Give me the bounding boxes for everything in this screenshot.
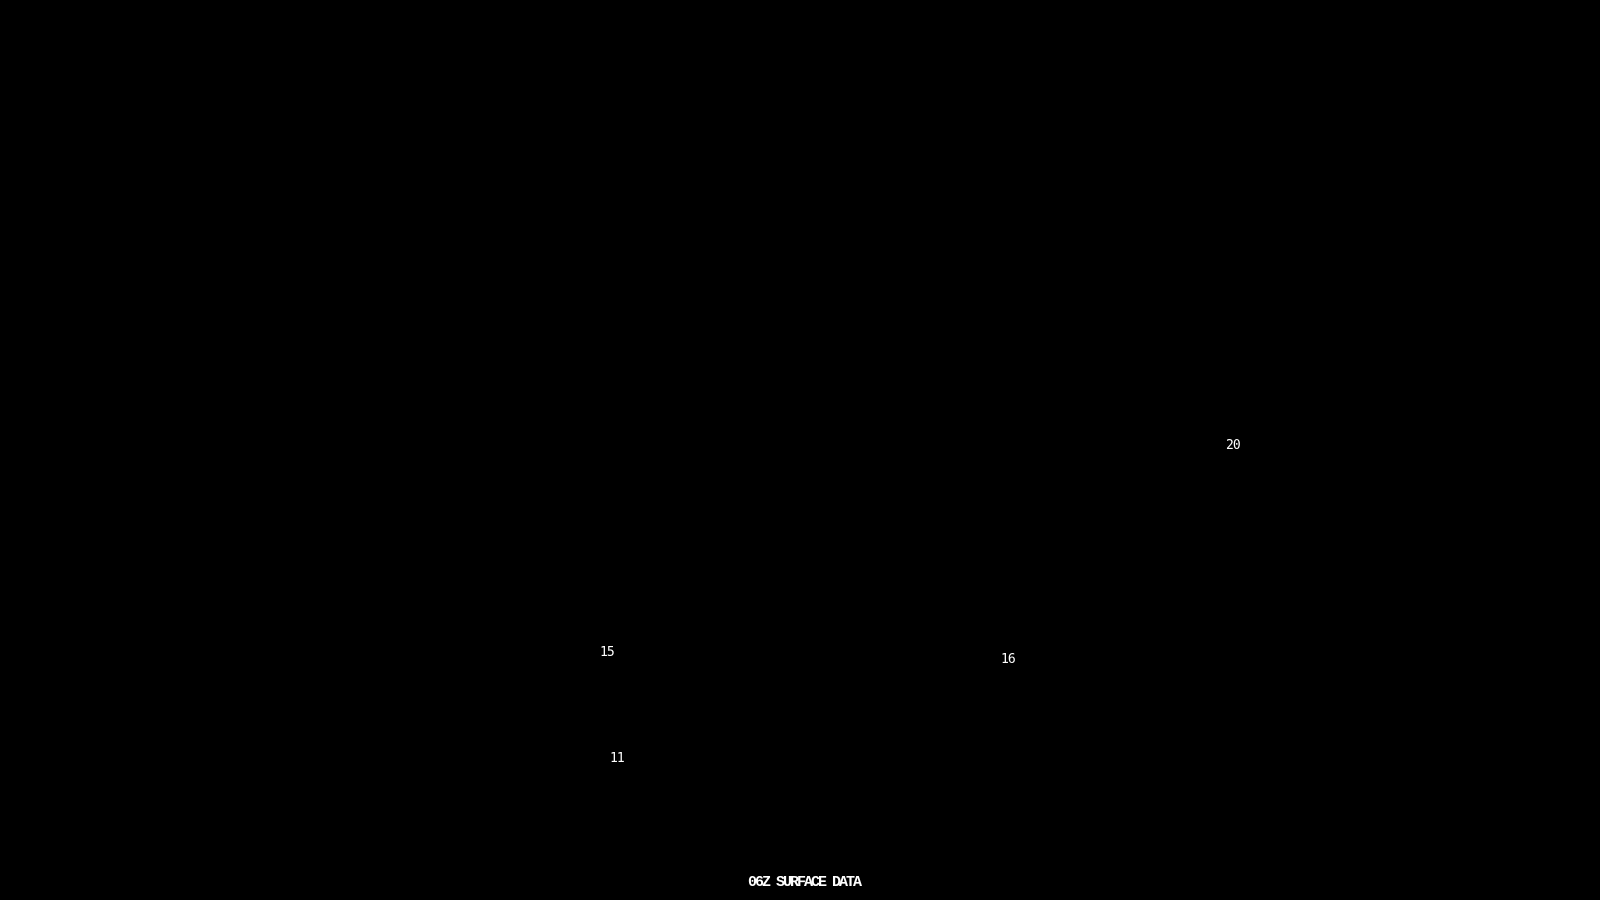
station-value: 20 (1226, 438, 1240, 453)
station-value: 15 (600, 645, 614, 660)
station-value: 16 (1001, 652, 1015, 667)
station-value: 11 (610, 751, 624, 766)
plot-caption: 06Z SURFACE DATA (748, 874, 861, 891)
